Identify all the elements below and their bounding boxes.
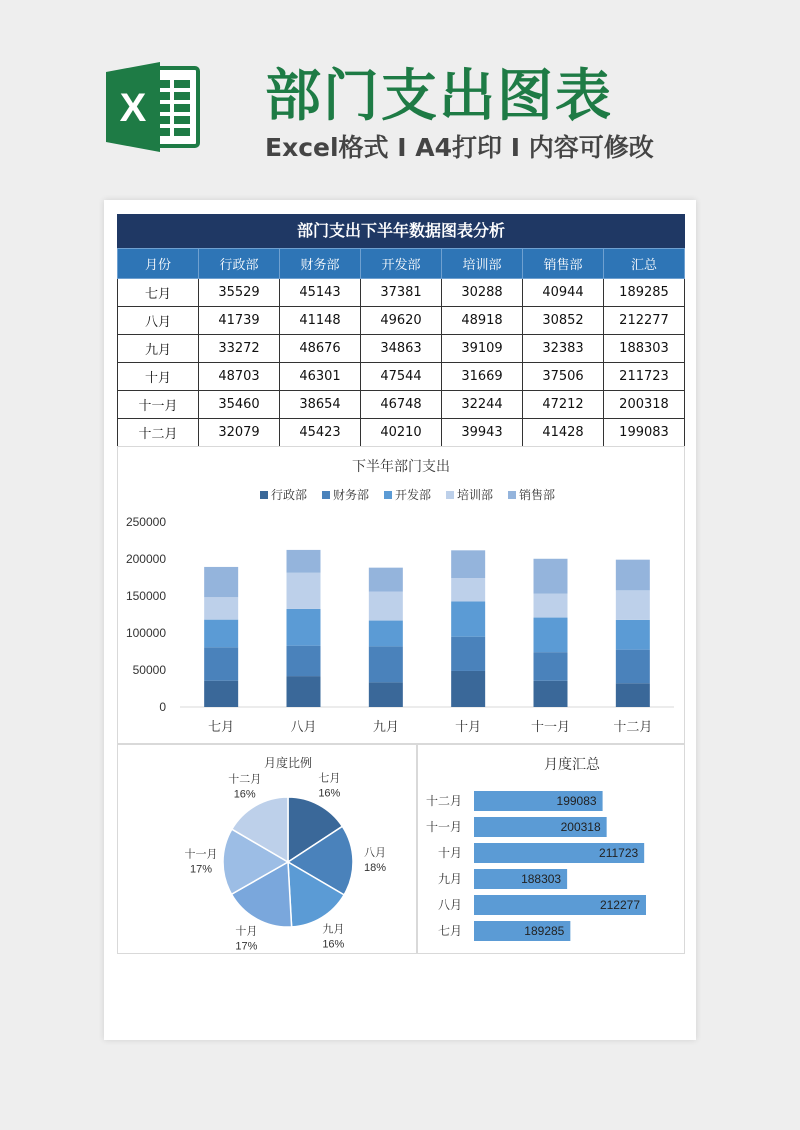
data-label: 200318 [560, 820, 601, 834]
data-label: 212277 [599, 898, 640, 912]
legend-swatch [508, 491, 516, 499]
pie-label: 十二月 [228, 773, 262, 786]
page-header [0, 0, 800, 200]
bar-segment [287, 676, 321, 707]
table-row [118, 363, 685, 391]
value-cell: 39109 [442, 335, 523, 363]
value-cell: 32244 [442, 391, 523, 419]
bar-segment [616, 650, 650, 684]
x-tick-label: 八月 [290, 719, 317, 734]
x-tick-label: 十月 [455, 719, 482, 734]
value-cell: 212277 [604, 307, 685, 335]
pie-label: 十月 [235, 925, 258, 938]
y-tick-label: 250000 [125, 515, 166, 529]
pie-percent: 16% [318, 787, 341, 800]
bar-segment [616, 560, 650, 591]
value-cell: 41739 [199, 307, 280, 335]
value-cell: 39943 [442, 419, 523, 447]
bar-segment [616, 620, 650, 650]
page-subtitle: Excel格式 I A4打印 I 内容可修改 [265, 133, 654, 162]
bar-segment [534, 594, 568, 618]
value-cell: 32383 [523, 335, 604, 363]
table-caption: 部门支出下半年数据图表分析 [117, 214, 685, 248]
column-header: 财务部 [280, 249, 361, 279]
y-tick-label: 150000 [125, 589, 166, 603]
y-category-label: 十一月 [425, 820, 462, 834]
expense-table [117, 214, 685, 447]
pie-percent: 17% [189, 863, 213, 876]
value-cell: 45143 [280, 279, 361, 307]
bar-segment [204, 567, 238, 597]
table-body [118, 279, 685, 447]
y-tick-label: 50000 [132, 663, 166, 677]
chart-title: 月度汇总 [544, 756, 600, 772]
chart-title: 月度比例 [263, 756, 313, 770]
value-cell: 47544 [361, 363, 442, 391]
data-label: 189285 [524, 924, 565, 938]
value-cell: 37381 [361, 279, 442, 307]
bar-segment [451, 602, 485, 637]
pie-label: 七月 [318, 772, 341, 785]
column-header: 汇总 [604, 249, 685, 279]
pie-percent: 16% [233, 788, 256, 801]
y-category-label: 九月 [437, 872, 462, 886]
table-row [118, 419, 685, 447]
y-category-label: 十二月 [425, 794, 462, 808]
value-cell: 188303 [604, 335, 685, 363]
value-cell: 35529 [199, 279, 280, 307]
page-title: 部门支出图表 [265, 64, 613, 129]
month-cell: 九月 [118, 335, 199, 363]
value-cell: 37506 [523, 363, 604, 391]
data-label: 188303 [521, 872, 562, 886]
legend-label: 财务部 [333, 488, 370, 502]
bar-segment [451, 671, 485, 707]
value-cell: 200318 [604, 391, 685, 419]
value-cell: 30852 [523, 307, 604, 335]
bar-segment [616, 683, 650, 707]
legend-swatch [322, 491, 330, 499]
bar-segment [204, 620, 238, 648]
y-category-label: 七月 [437, 924, 462, 938]
legend-label: 开发部 [395, 488, 432, 502]
bar-segment [287, 646, 321, 676]
value-cell: 48676 [280, 335, 361, 363]
value-cell: 38654 [280, 391, 361, 419]
table-row [118, 335, 685, 363]
value-cell: 30288 [442, 279, 523, 307]
column-header: 开发部 [361, 249, 442, 279]
value-cell: 40944 [523, 279, 604, 307]
bar-segment [369, 592, 403, 621]
value-cell: 41148 [280, 307, 361, 335]
value-cell: 199083 [604, 419, 685, 447]
bar-segment [534, 618, 568, 653]
bar-segment [204, 597, 238, 619]
bar-segment [369, 646, 403, 682]
excel-logo-letter: X [119, 86, 147, 130]
x-tick-label: 七月 [208, 719, 235, 734]
pie-label: 十一月 [184, 848, 218, 861]
excel-logo-icon [104, 58, 202, 156]
table-row [118, 279, 685, 307]
bar-segment [287, 609, 321, 646]
bar-segment [534, 652, 568, 681]
value-cell: 45423 [280, 419, 361, 447]
data-label: 211723 [599, 846, 639, 860]
bar-segment [534, 559, 568, 594]
bar-segment [616, 590, 650, 620]
y-category-label: 十月 [437, 846, 462, 860]
bar-segment [451, 637, 485, 671]
column-header: 培训部 [442, 249, 523, 279]
month-cell: 七月 [118, 279, 199, 307]
bar-segment [451, 550, 485, 578]
column-header: 销售部 [523, 249, 604, 279]
bar-segment [369, 682, 403, 707]
y-tick-label: 0 [159, 700, 166, 714]
bar-segment [287, 550, 321, 573]
stacked-bar-chart [117, 446, 685, 744]
horizontal-bar-chart [417, 744, 685, 954]
value-cell: 41428 [523, 419, 604, 447]
x-tick-label: 十一月 [530, 719, 571, 734]
value-cell: 48918 [442, 307, 523, 335]
month-cell: 十一月 [118, 391, 199, 419]
pie-label: 九月 [322, 923, 345, 936]
value-cell: 31669 [442, 363, 523, 391]
legend-label: 行政部 [271, 488, 308, 502]
value-cell: 33272 [199, 335, 280, 363]
value-cell: 211723 [604, 363, 685, 391]
x-tick-label: 十二月 [613, 719, 653, 734]
bar-segment [534, 681, 568, 707]
value-cell: 35460 [199, 391, 280, 419]
value-cell: 49620 [361, 307, 442, 335]
pie-percent: 16% [322, 938, 345, 951]
value-cell: 48703 [199, 363, 280, 391]
table-header-row [118, 249, 685, 279]
pie-chart [117, 744, 417, 954]
bar-segment [369, 568, 403, 592]
bar-segment [451, 578, 485, 601]
value-cell: 189285 [604, 279, 685, 307]
legend-label: 培训部 [457, 488, 494, 502]
value-cell: 40210 [361, 419, 442, 447]
table-row [118, 307, 685, 335]
pie-percent: 17% [235, 940, 258, 953]
bar-segment [204, 681, 238, 707]
document-page [104, 200, 696, 1040]
month-cell: 十月 [118, 363, 199, 391]
pie-percent: 18% [363, 861, 386, 874]
value-cell: 47212 [523, 391, 604, 419]
y-category-label: 八月 [437, 898, 462, 912]
month-cell: 八月 [118, 307, 199, 335]
pie-label: 八月 [363, 846, 386, 859]
bar-segment [204, 647, 238, 680]
column-header: 行政部 [199, 249, 280, 279]
bar-segment [287, 573, 321, 609]
column-header: 月份 [118, 249, 199, 279]
bar-segment [369, 621, 403, 647]
value-cell: 34863 [361, 335, 442, 363]
chart-title: 下半年部门支出 [352, 458, 450, 474]
y-tick-label: 100000 [125, 626, 166, 640]
month-cell: 十二月 [118, 419, 199, 447]
x-tick-label: 九月 [372, 719, 399, 734]
table-row [118, 391, 685, 419]
data-label: 199083 [556, 794, 597, 808]
value-cell: 46301 [280, 363, 361, 391]
value-cell: 46748 [361, 391, 442, 419]
legend-swatch [260, 491, 268, 499]
legend-swatch [384, 491, 392, 499]
y-tick-label: 200000 [125, 552, 166, 566]
value-cell: 32079 [199, 419, 280, 447]
legend-swatch [446, 491, 454, 499]
legend-label: 销售部 [519, 488, 556, 502]
